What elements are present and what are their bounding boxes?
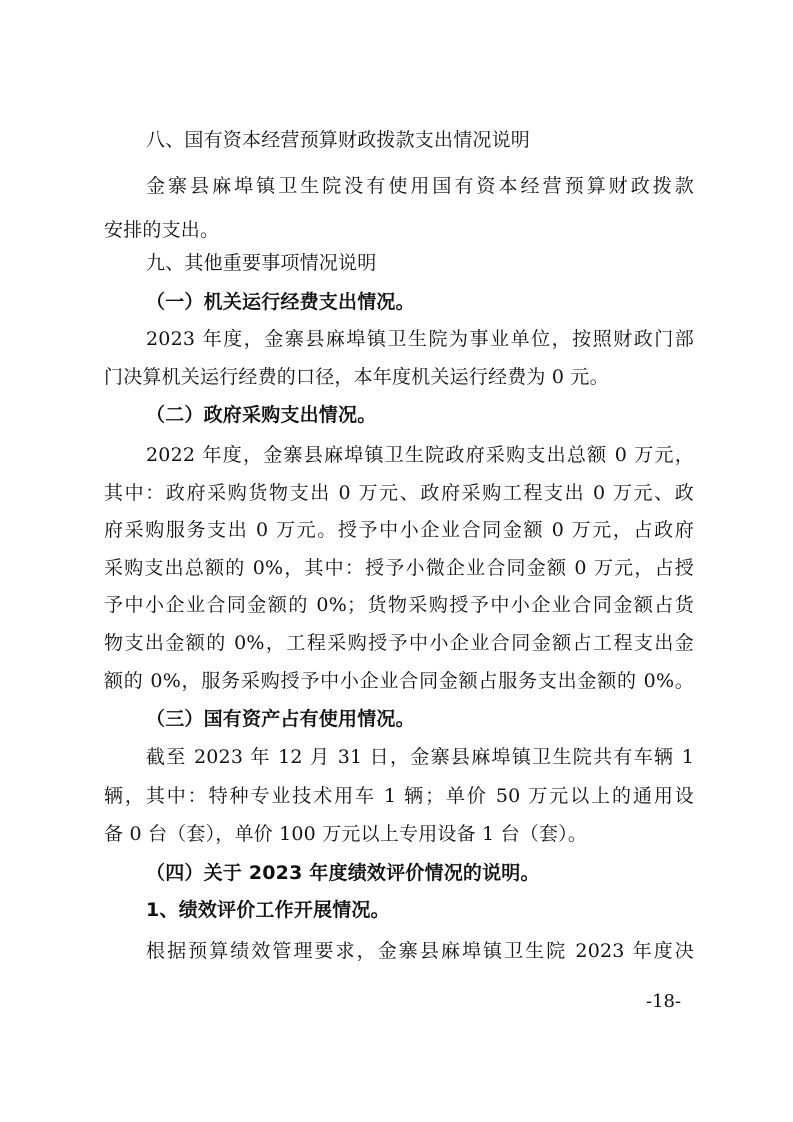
page-number: -18-: [646, 991, 682, 1012]
subsection-4-item-1-heading: 1、绩效评价工作开展情况。: [146, 899, 390, 921]
subsection-3-line-3: 备 0 台（套），单价 100 万元以上专用设备 1 台（套）。: [104, 823, 588, 845]
subsection-2-heading: （二）政府采购支出情况。: [146, 404, 377, 426]
section-8-heading: 八、国有资本经营预算财政拨款支出情况说明: [146, 129, 531, 151]
subsection-1-heading: （一）机关运行经费支出情况。: [146, 291, 415, 313]
subsection-3-heading: （三）国有资产占有使用情况。: [146, 708, 415, 730]
subsection-4-heading: （四）关于 2023 年度绩效评价情况的说明。: [146, 862, 540, 884]
subsection-2-line-2: 其中：政府采购货物支出 0 万元、政府采购工程支出 0 万元、政: [104, 482, 694, 504]
subsection-2-line-1: 2022 年度，金寨县麻埠镇卫生院政府采购支出总额 0 万元，: [146, 444, 694, 466]
subsection-1-line-1: 2023 年度，金寨县麻埠镇卫生院为事业单位，按照财政门部: [146, 328, 694, 350]
subsection-2-line-3: 府采购服务支出 0 万元。授予中小企业合同金额 0 万元，占政府: [104, 519, 694, 541]
subsection-3-line-2: 辆，其中：特种专业技术用车 1 辆；单价 50 万元以上的通用设: [104, 785, 694, 807]
subsection-4-item-1-line-1: 根据预算绩效管理要求，金寨县麻埠镇卫生院 2023 年度决: [146, 940, 694, 962]
subsection-3-line-1: 截至 2023 年 12 月 31 日，金寨县麻埠镇卫生院共有车辆 1: [146, 746, 694, 768]
section-9-heading: 九、其他重要事项情况说明: [146, 252, 377, 274]
section-8-paragraph-line-2: 安排的支出。: [104, 219, 220, 241]
subsection-1-line-2: 门决算机关运行经费的口径，本年度机关运行经费为 0 元。: [104, 366, 609, 388]
subsection-2-line-5: 予中小企业合同金额的 0%；货物采购授予中小企业合同金额占货: [104, 594, 694, 616]
subsection-2-line-4: 采购支出总额的 0%，其中：授予小微企业合同金额 0 万元，占授: [104, 557, 694, 579]
section-8-paragraph-line-1: 金寨县麻埠镇卫生院没有使用国有资本经营预算财政拨款: [146, 175, 694, 197]
subsection-2-line-7: 额的 0%，服务采购授予中小企业合同金额占服务支出金额的 0%。: [104, 670, 694, 692]
subsection-2-line-6: 物支出金额的 0%，工程采购授予中小企业合同金额占工程支出金: [104, 632, 694, 654]
